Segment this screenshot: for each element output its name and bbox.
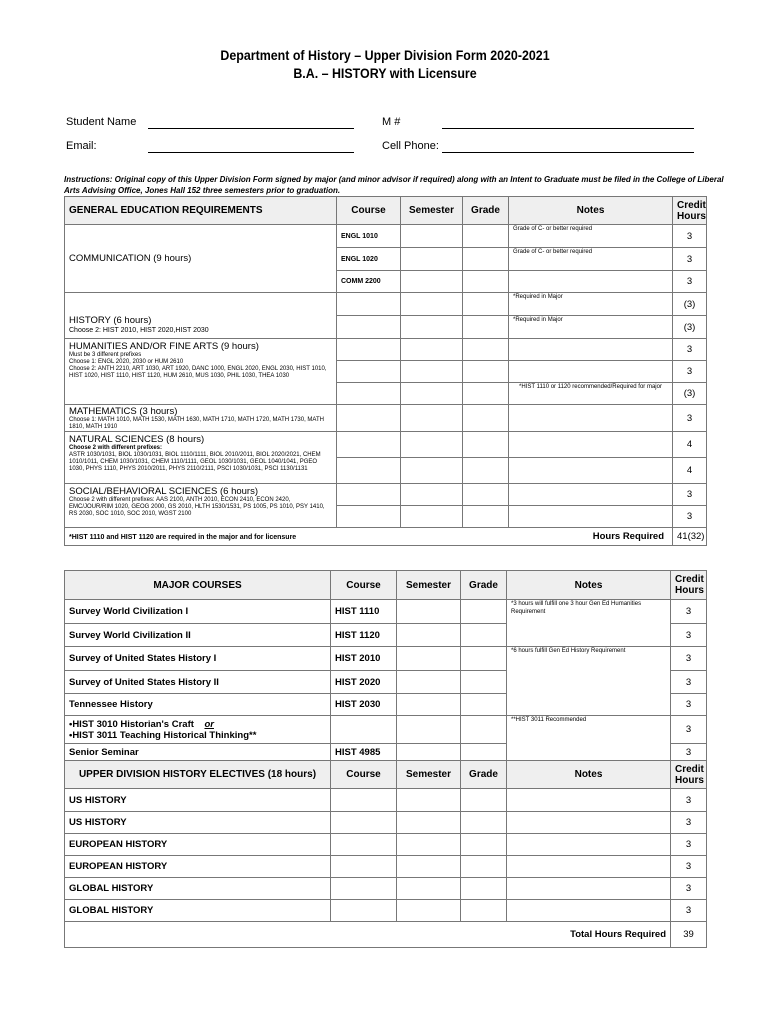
major-course-name: Survey of United States History I [65,647,331,671]
course-cell: COMM 2200 [337,271,401,293]
grade-cell[interactable] [463,458,509,484]
semester-cell[interactable] [397,856,461,878]
grade-cell[interactable] [461,600,507,624]
humanities-detail-2: Choose 1: ENGL 2020, 2030 or HUM 2610 [69,359,184,365]
major-course-code: HIST 1120 [331,624,397,647]
credit-cell: 3 [673,361,707,383]
grade-cell[interactable] [463,225,509,248]
gen-ed-header-title: GENERAL EDUCATION REQUIREMENTS [65,197,337,225]
page-title: Department of History – Upper Division Form 2020-2021 [220,48,550,63]
grade-cell[interactable] [463,248,509,271]
credit-cell: 3 [671,856,707,878]
major-header-grade: Grade [461,571,507,600]
semester-cell[interactable] [401,383,463,405]
gen-ed-header-notes: Notes [509,197,673,225]
course-cell[interactable] [331,716,397,744]
total-hours-label: Total Hours Required [65,922,671,948]
notes-cell[interactable] [507,789,671,812]
notes-cell: *Required in Major [509,316,673,339]
history-detail: Choose 2: HIST 2010, HIST 2020,HIST 2030 [69,327,209,334]
credit-cell: 3 [671,900,707,922]
semester-cell[interactable] [397,812,461,834]
elective-name: US HISTORY [65,812,331,834]
semester-cell[interactable] [401,248,463,271]
gen-ed-header-semester: Semester [401,197,463,225]
credit-cell: 4 [673,458,707,484]
course-cell[interactable] [337,339,401,361]
semester-cell[interactable] [397,694,461,716]
major-header-title: MAJOR COURSES [65,571,331,600]
course-cell[interactable] [337,458,401,484]
humanities-detail-3: Choose 2: ANTH 2210, ART 1030, ART 1920, DANC 1000, ENGL 2020, ENGL 2030, HIST 1010, HIST 1020, HIST 1110, HIST 1120, HUM 2610, MUS 1030, PHIL 1030, THEA 1030 [69,366,327,379]
electives-header-title: UPPER DIVISION HISTORY ELECTIVES (18 hours) [65,761,331,789]
credit-cell: (3) [673,293,707,316]
credit-cell: 3 [671,671,707,694]
notes-cell[interactable] [507,856,671,878]
semester-cell[interactable] [401,339,463,361]
math-detail: Choose 1: MATH 1010, MATH 1530, MATH 1630, MATH 1710, MATH 1720, MATH 1730, MATH 1810, MATH 1910 [69,417,324,430]
notes-cell: Grade of C- or better required [509,225,673,248]
grade-cell[interactable] [463,361,509,383]
credit-cell: (3) [673,383,707,405]
course-cell[interactable] [331,900,397,922]
hours-required-label: Hours Required [592,531,664,542]
major-course-name: Survey World Civilization II [65,624,331,647]
elective-name: EUROPEAN HISTORY [65,856,331,878]
grade-cell[interactable] [461,624,507,647]
notes-cell [509,361,673,383]
major-course-name: Tennessee History [65,694,331,716]
craft-line-1: •HIST 3010 Historian's Craft [69,718,194,730]
instructions: Instructions: Original copy of this Upper Division Form signed by major (and minor advisor if required) along with an Intent to Graduate must be filed in the College of Liberal Arts Advising Office, Jones Hall 152 three semesters prior to graduation. [64,175,724,195]
semester-cell[interactable] [401,484,463,506]
major-course-name: Survey World Civilization I [65,600,331,624]
course-cell[interactable] [337,383,401,405]
grade-cell[interactable] [461,900,507,922]
semester-cell[interactable] [397,878,461,900]
electives-header-semester: Semester [397,761,461,789]
student-name-label: Student Name [66,116,137,128]
seminar-name: Senior Seminar [65,744,331,761]
course-cell[interactable] [337,316,401,339]
semester-cell[interactable] [401,271,463,293]
grade-cell[interactable] [463,405,509,432]
course-cell[interactable] [331,856,397,878]
grade-cell[interactable] [463,383,509,405]
credit-cell: 3 [671,647,707,671]
grade-cell[interactable] [461,716,507,744]
cell-phone-label: Cell Phone: [382,140,439,152]
course-cell[interactable] [337,506,401,528]
semester-cell[interactable] [397,647,461,671]
elective-name: GLOBAL HISTORY [65,878,331,900]
electives-header-credit: Credit Hours [671,761,707,789]
humanities-label: HUMANITIES AND/OR FINE ARTS (9 hours) [69,341,259,352]
grade-cell[interactable] [463,271,509,293]
credit-cell: 3 [671,624,707,647]
course-cell: ENGL 1020 [337,248,401,271]
course-cell[interactable] [331,812,397,834]
credit-cell: 3 [671,834,707,856]
page-subtitle: B.A. – HISTORY with Licensure [293,66,477,81]
semester-cell[interactable] [397,671,461,694]
semester-cell[interactable] [397,716,461,744]
credit-cell: 3 [673,225,707,248]
m-number-field[interactable] [442,128,694,129]
notes-cell[interactable] [507,900,671,922]
course-cell[interactable] [337,293,401,316]
course-cell[interactable] [337,484,401,506]
notes-cell: Grade of C- or better required [509,248,673,271]
gen-ed-header-grade: Grade [463,197,509,225]
major-course-code: HIST 2020 [331,671,397,694]
grade-cell[interactable] [461,647,507,671]
gen-ed-table [64,196,707,546]
notes-cell: *3 hours will fulfill one 3 hour Gen Ed Humanities Requirement [507,600,671,647]
credit-cell: 3 [671,600,707,624]
major-header-semester: Semester [397,571,461,600]
communication-label: COMMUNICATION (9 hours) [65,225,337,293]
gen-ed-footer-note: *HIST 1110 and HIST 1120 are required in the major and for licensure [69,534,297,541]
credit-cell: 3 [671,812,707,834]
major-header-credit: Credit Hours [671,571,707,600]
semester-cell[interactable] [401,293,463,316]
major-header-notes: Notes [507,571,671,600]
semester-cell[interactable] [397,600,461,624]
credit-cell: 3 [673,484,707,506]
credit-cell: 3 [671,878,707,900]
notes-cell [509,506,673,528]
electives-header-course: Course [331,761,397,789]
course-cell[interactable] [331,834,397,856]
credit-cell: 3 [671,789,707,812]
course-cell[interactable] [331,878,397,900]
elective-name: EUROPEAN HISTORY [65,834,331,856]
semester-cell[interactable] [401,225,463,248]
notes-cell [509,484,673,506]
grade-cell[interactable] [463,339,509,361]
major-header-course: Course [331,571,397,600]
social-label: SOCIAL/BEHAVIORAL SCIENCES (6 hours) [69,486,259,497]
credit-cell: 3 [673,248,707,271]
seminar-course: HIST 4985 [331,744,397,761]
semester-cell[interactable] [397,744,461,761]
student-name-field[interactable] [148,128,354,129]
credit-cell: 3 [671,744,707,761]
credit-cell: 4 [673,432,707,458]
course-cell[interactable] [337,405,401,432]
grade-cell[interactable] [463,506,509,528]
grade-cell[interactable] [461,878,507,900]
semester-cell[interactable] [397,624,461,647]
craft-or: or [204,718,214,730]
credit-cell: 3 [673,506,707,528]
email-field[interactable] [148,152,354,153]
course-cell: ENGL 1010 [337,225,401,248]
credit-cell: 3 [673,271,707,293]
semester-cell[interactable] [397,900,461,922]
gen-ed-header-credit: Credit Hours [673,197,707,225]
gen-ed-header-course: Course [337,197,401,225]
major-course-name: Survey of United States History II [65,671,331,694]
grade-cell[interactable] [461,789,507,812]
notes-cell[interactable] [507,834,671,856]
semester-cell[interactable] [401,458,463,484]
major-course-code: HIST 2010 [331,647,397,671]
course-cell[interactable] [331,789,397,812]
credit-cell: 3 [671,694,707,716]
notes-cell: *Required in Major [509,293,673,316]
history-label: HISTORY (6 hours) [69,315,152,326]
grade-cell[interactable] [461,812,507,834]
elective-name: US HISTORY [65,789,331,812]
notes-cell [509,405,673,432]
major-course-code: HIST 2030 [331,694,397,716]
hours-required-value: 41(32) [673,528,707,546]
math-label: MATHEMATICS (3 hours) [69,406,178,417]
major-course-code: HIST 1110 [331,600,397,624]
credit-cell: (3) [673,316,707,339]
total-hours-value: 39 [671,922,707,948]
grade-cell[interactable] [463,432,509,458]
notes-cell: *6 hours fulfill Gen Ed History Requirement [507,647,671,716]
major-table [64,570,707,948]
notes-cell: **HIST 3011 Recommended [507,716,671,761]
semester-cell[interactable] [401,316,463,339]
notes-cell [509,458,673,484]
science-label: NATURAL SCIENCES (8 hours) [69,434,205,445]
notes-cell [509,271,673,293]
course-cell[interactable] [337,361,401,383]
grade-cell[interactable] [461,694,507,716]
science-detail: ASTR 1030/1031, BIOL 1030/1031, BIOL 1110/1111, BIOL 2010/2011, BIOL 2020/2021, CHEM 1010/1011, CHEM 1030/1031, CHEM 1110/1111, GEOL 1030/1031, GEOL 1040/1041, PGEO 1030, PHYS 1110, PHYS 2010/2011, PHYS 2110/2111, PSCI 1030/1031, PSCI 1130/1131 [69,452,321,472]
grade-cell[interactable] [463,293,509,316]
notes-cell[interactable] [507,878,671,900]
notes-cell: *HIST 1110 or 1120 recommended/Required for major [509,383,673,405]
semester-cell[interactable] [401,506,463,528]
electives-header-notes: Notes [507,761,671,789]
grade-cell[interactable] [461,671,507,694]
electives-header-grade: Grade [461,761,507,789]
semester-cell[interactable] [401,361,463,383]
credit-cell: 3 [671,716,707,744]
credit-cell: 3 [673,339,707,361]
grade-cell[interactable] [461,856,507,878]
semester-cell[interactable] [401,405,463,432]
elective-name: GLOBAL HISTORY [65,900,331,922]
notes-cell [509,432,673,458]
cell-phone-field[interactable] [442,152,694,153]
notes-cell [509,339,673,361]
m-number-label: M # [382,116,401,128]
science-detail-head: Choose 2 with different prefixes: [69,445,163,451]
course-cell[interactable] [337,432,401,458]
grade-cell[interactable] [463,316,509,339]
notes-cell[interactable] [507,812,671,834]
grade-cell[interactable] [463,484,509,506]
credit-cell: 3 [673,405,707,432]
semester-cell[interactable] [397,789,461,812]
grade-cell[interactable] [461,834,507,856]
grade-cell[interactable] [461,744,507,761]
email-label: Email: [66,140,97,152]
semester-cell[interactable] [401,432,463,458]
social-detail: Choose 2 with different prefixes: AAS 2100, ANTH 2010, ECON 2410, ECON 2420, EMC/JOUR/RIM 1020, GEOG 2000, GS 2010, HLTH 1530/1531, PS 1005, PS 1010, PSY 1410, RS 2030, SOC 1010, SOC 2010, WGST 2100 [69,497,325,517]
craft-line-2: •HIST 3011 Teaching Historical Thinking** [69,729,257,741]
semester-cell[interactable] [397,834,461,856]
humanities-detail-1: Must be 3 different prefixes [69,352,142,358]
